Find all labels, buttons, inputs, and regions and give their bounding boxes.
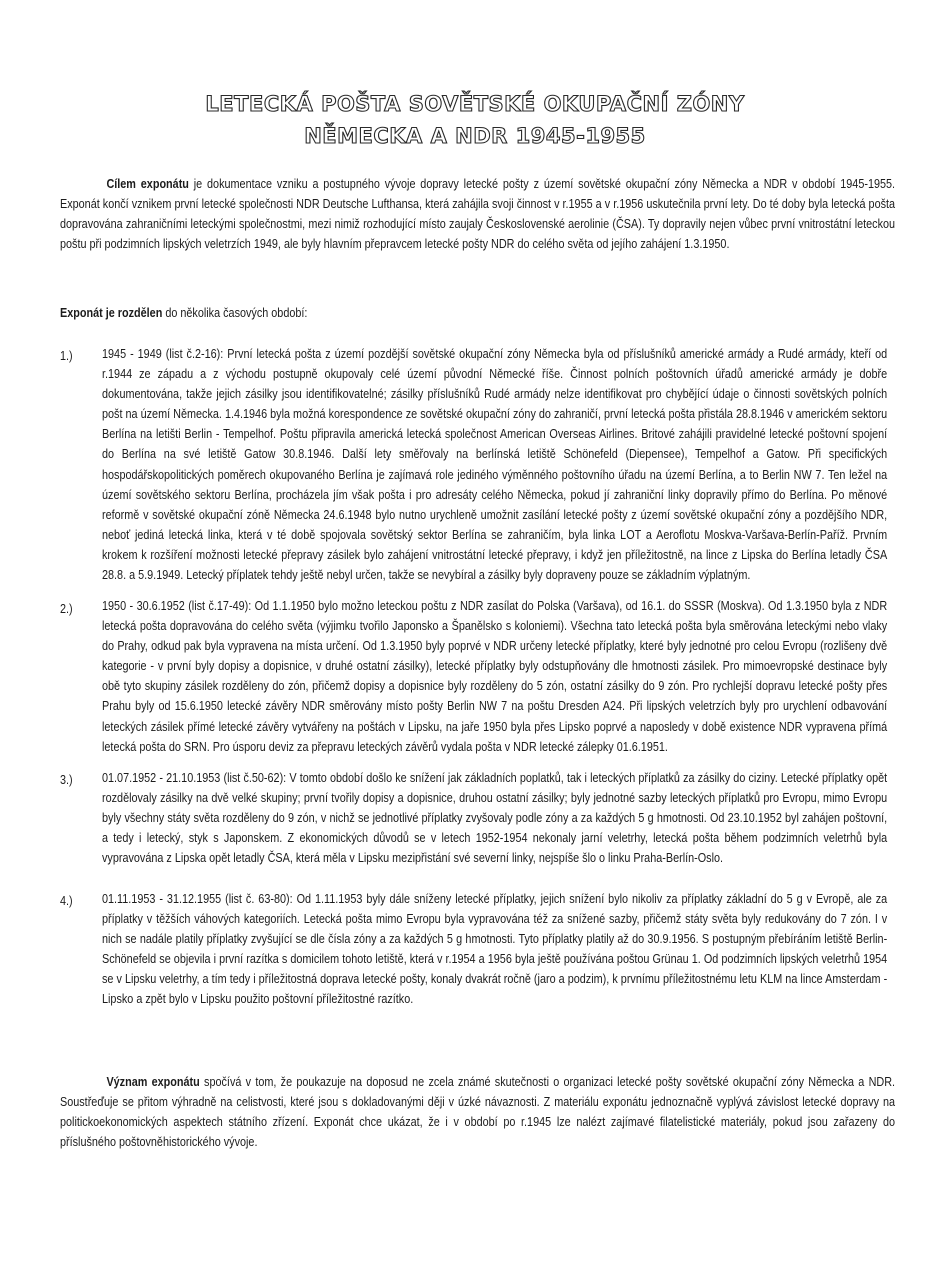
document-title-line-1: LETECKÁ POŠTA SOVĚTSKÉ OKUPAČNÍ ZÓNY [205, 92, 745, 116]
period-paragraph-4: 01.11.1953 - 31.12.1955 (list č. 63-80): Od 1.11.1953 byly dále sníženy letecké příplatky, jejich snížení bylo nikoliv za příplatky základní do 5 g v Evropě, ale za příplatky v těžších váhových kategoriích. Letecká pošta mimo Evropu byla vypravována též za snížené sazby, přičemž státy světa byly redukovány do 7 zón. I v nich se nadále platily příplatky zvyšující se dle čísla zóny a za každých 5 g hmotnosti. Tyto příplatky platily až do 30.9.1956. S postupným přebíráním letiště Berlin-Schönefeld se objevila i první razítka s domicilem tohoto letiště, která v r.1954 a 1956 byla ještě používána poštou Grünau 1. Od podzimních lipských veletrhů 1954 se v Lipsku veletrhy, a tím tedy i příležitostná doprava letecké pošty, konaly dvakrát ročně (jaro a podzim), k prvnímu příležitostnému letu KLM na lince Amsterdam - Lipsko a zpět bylo v Lipsku použito poštovní příležitostné razítko. [102, 892, 888, 1007]
period-number-3: 3.) [60, 773, 73, 787]
period-number-4: 4.) [60, 894, 73, 908]
significance-paragraph [60, 1072, 895, 1152]
division-lead: Exponát je rozdělen [60, 306, 163, 320]
period-paragraph-3: 01.07.1952 - 21.10.1953 (list č.50-62): V tomto období došlo ke snížení jak základních poplatků, tak i leteckých příplatků za zásilky do ciziny. Letecké příplatky opět rozdělovaly zásilky na dvě velké skupiny; první tvořily dopisy a dopisnice, druhou ostatní zásilky; byly jednotné sazby leteckých příplatků pro Evropu, mimo Evropu byly všechny státy světa rozděleny do 9 zón, v nichž se jednotlivé příplatky zvyšovaly podle zóny a za každých 5 g hmotnosti. Od 23.10.1952 byl zahájen poštovní, a tedy i letecký, styk s Japonskem. Z ekonomických důvodů se v letech 1952-1954 nekonaly jarní veletrhy, letecká pošta během podzimních veletrhů byla vypravována z Lipska opět letadly ČSA, která měla v Lipsku mezipřistání své severní linky, nejspíše šlo o linku Praha-Berlín-Oslo. [102, 771, 888, 866]
intro-paragraph [60, 174, 895, 254]
division-text: do několika časových období: [162, 306, 308, 320]
period-number-1: 1.) [60, 349, 73, 363]
significance-lead: Význam exponátu [106, 1075, 200, 1089]
period-number-2: 2.) [60, 602, 73, 616]
significance-text: spočívá v tom, že poukazuje na doposud ne zcela známé skutečnosti o organizaci letecké pošty sovětské okupační zóny Německa a NDR. Soustřeďuje se přitom výhradně na celistvosti, které jsou s dokladovanými ději v úzké návaznosti. Z materiálu exponátu jednoznačně vyplývá závislost letecké dopravy na politickoekonomických aspektech státního zřízení. Exponát chce ukázat, že i v období po r.1945 lze nalézt zajímavé filatelistické materiály, pokud jsou zařazeny do příslušného poštovněhistorického vývoje. [60, 1075, 896, 1150]
period-paragraph-2: 1950 - 30.6.1952 (list č.17-49): Od 1.1.1950 bylo možno leteckou poštu z NDR zasílat do Polska (Varšava), od 16.1. do SSSR (Moskva). Od 1.3.1950 byla z NDR letecká pošta dopravována do celého světa (výjimku tvořilo Japonsko a Španělsko s koloniemi). Všechna tato letecká pošta byla směrována leteckými nebo vlaky do Prahy, odkud pak byla vypravena na místa určení. Od 1.3.1950 byly poprvé v NDR určeny letecké příplatky, které byly jednotné pro celou Evropu (rozlišeny dvě kategorie - v první byly dopisy a dopisnice, v druhé ostatní zásilky), letecké příplatky byly odstupňovány dle hmotnosti zásilek. Pro mimoevropské destinace byly obě tyto skupiny zásilek rozděleny do zón, přičemž dopisy a dopisnice byly rozděleny do 5 zón, ostatní zásilky do 9 zón. Pro rychlejší dopravu letecké pošty přes Prahu byly od 15.6.1950 letecké závěry NDR směrovány místo pošty Berlin NW 7 na poštu Dresden A24. Při lipských veletrzích byly pro urychlení odbavování leteckých zásilek přímé letecké závěry vytvářeny na poštách v Lipsku, na jaře 1950 byla přes Lipsko poprvé a naposledy v době existence NDR vypravena přímá letecká pošta do SRN. Pro úsporu deviz za přepravu leteckých závěrů vydala pošta v NDR letecké zálepky 01.6.1951. [102, 599, 888, 754]
intro-text: je dokumentace vzniku a postupného vývoje dopravy letecké pošty z území sovětské okupační zóny Německa a NDR v období 1945-1955. Exponát končí vznikem první letecké společnosti NDR Deutsche Lufthansa, která zahájila svoji činnost v r.1955 a v r.1956 uskutečnila první lety. Do té doby byla letecká pošta dopravována zahraničními leteckými společnostmi, mezi nimiž rozhodující místo zaujaly Československé aerolinie (ČSA). Ty dopravily nejen vůbec první vnitrostátní leteckou poštu při podzimních lipských veletrzích 1949, ale byly hlavním přepravcem letecké pošty NDR do celého světa od jejího zahájení 1.3.1950. [60, 177, 896, 252]
document-title-line-2: NĚMECKA A NDR 1945-1955 [304, 124, 646, 148]
division-heading [60, 306, 576, 320]
intro-lead: Cílem exponátu [106, 177, 189, 191]
period-paragraph-1: 1945 - 1949 (list č.2-16): První letecká pošta z území pozdější sovětské okupační zóny Německa byla od příslušníků americké armády a Rudé armády, kteří od r.1944 ze západu a z východu postupně okupovaly celé území původní Německé říše. Činnost polních poštovních úřadů americké armády je dobře dokumentována, takže jejich zásilky jsou identifikovatelné; zásilky příslušníků Rudé armády nelze identifikovat pro chybějící údaje o činnosti sovětských polních pošt na území Německa. 1.4.1946 byla možná korespondence ze sovětské okupační zóny do zahraničí, první letecká pošta přistála 28.8.1946 v americkém sektoru Berlína na letišti Berlin - Tempelhof. Poštu připravila americká letecká společnost American Overseas Airlines. Britové zahájili pravidelné letecké poštovní spojení do Berlína na své letiště Gatow 30.8.1946. Další lety směřovaly na berlínská letiště Schönefeld (Diepensee), Tempelhof a Gatow. Při specifických hospodářskopolitických poměrech okupovaného Berlína je zajímavá role jediného výměnného poštovního úřadu na území Berlína, a to Berlin NW 7. Ten ležel na území sovětského sektoru Berlína, procházela jím však pošta i pro adresáty celého Německa, pokud jí zahraniční linky dopravily přímo do Berlína. Po měnové reformě v sovětské okupační zóně Německa 24.6.1948 bylo nutno urychleně umožnit zasílání letecké pošty z území sovětské okupační zóny a pozdějšího NDR, neboť jediná letecká linka, která v té době spojovala sovětský sektor Berlína se zahraničím, byla linka LOT a Aeroflotu Moskva-Varšava-Berlín-Paříž. Prvním krokem k rozšíření možnosti letecké přepravy zásilek bylo zahájení vnitrostátní letecké přepravy, i když jen příležitostně, na lince z Lipska do Berlína letadly ČSA 28.8. a 5.9.1949. Letecký příplatek tehdy ještě nebyl určen, takže se nevybíral a zásilky byly dopraveny pouze se základním výplatným. [102, 347, 888, 583]
